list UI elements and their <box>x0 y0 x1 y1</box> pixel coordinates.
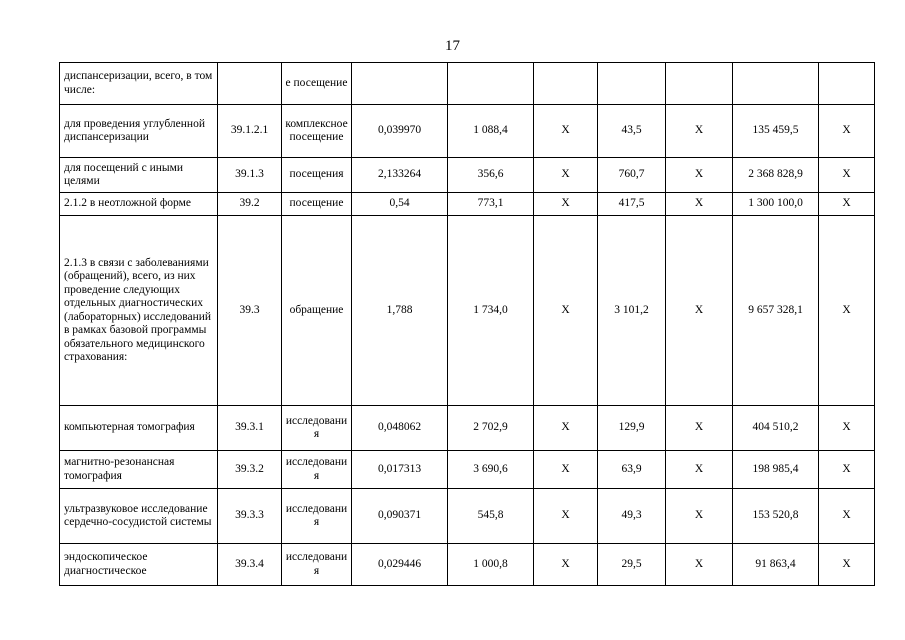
row-name: для посещений с иными целями <box>60 158 218 193</box>
row-value-4: 63,9 <box>598 451 666 489</box>
data-table <box>59 62 875 586</box>
row-code: 39.2 <box>218 193 282 216</box>
row-value-3: X <box>534 193 598 216</box>
row-name: компьютерная томография <box>60 406 218 451</box>
row-value-5: X <box>666 406 733 451</box>
row-value-3 <box>534 63 598 105</box>
row-code: 39.3.3 <box>218 489 282 544</box>
table-row <box>60 451 875 489</box>
row-value-3: X <box>534 544 598 586</box>
row-value-5: X <box>666 216 733 406</box>
row-unit: исследования <box>282 489 352 544</box>
row-value-2: 356,6 <box>448 158 534 193</box>
row-name: 2.1.3 в связи с заболеваниями (обращений), всего, из них проведение следующих отдельных диагностических (лабораторных) исследований в рамках базовой программы обязательного медицинского страхования: <box>60 216 218 406</box>
row-unit: комплексное посещение <box>282 105 352 158</box>
row-value-1: 1,788 <box>352 216 448 406</box>
row-code: 39.3.2 <box>218 451 282 489</box>
row-value-6: 9 657 328,1 <box>733 216 819 406</box>
row-value-2: 1 734,0 <box>448 216 534 406</box>
row-value-7: X <box>819 406 875 451</box>
table-row <box>60 193 875 216</box>
row-value-2: 2 702,9 <box>448 406 534 451</box>
row-value-5: X <box>666 158 733 193</box>
row-value-5: X <box>666 193 733 216</box>
row-value-4: 29,5 <box>598 544 666 586</box>
row-unit: обращение <box>282 216 352 406</box>
row-value-5: X <box>666 544 733 586</box>
table-row <box>60 216 875 406</box>
row-name: 2.1.2 в неотложной форме <box>60 193 218 216</box>
row-value-5 <box>666 63 733 105</box>
row-value-7: X <box>819 158 875 193</box>
table-row <box>60 489 875 544</box>
row-value-1: 2,133264 <box>352 158 448 193</box>
table-row <box>60 63 875 105</box>
row-unit: исследования <box>282 406 352 451</box>
row-code: 39.3.4 <box>218 544 282 586</box>
row-value-5: X <box>666 489 733 544</box>
row-value-4: 760,7 <box>598 158 666 193</box>
row-unit: посещения <box>282 158 352 193</box>
row-value-4: 49,3 <box>598 489 666 544</box>
row-value-7: X <box>819 193 875 216</box>
row-value-3: X <box>534 451 598 489</box>
row-value-4: 417,5 <box>598 193 666 216</box>
row-value-1 <box>352 63 448 105</box>
row-value-3: X <box>534 489 598 544</box>
row-value-2: 1 000,8 <box>448 544 534 586</box>
row-name: для проведения углубленной диспансеризации <box>60 105 218 158</box>
table-row <box>60 544 875 586</box>
row-value-3: X <box>534 406 598 451</box>
page-number: 17 <box>445 38 460 54</box>
row-unit: е посещение <box>282 63 352 105</box>
row-value-7 <box>819 63 875 105</box>
row-value-1: 0,039970 <box>352 105 448 158</box>
row-value-7: X <box>819 105 875 158</box>
row-code: 39.1.3 <box>218 158 282 193</box>
row-value-1: 0,029446 <box>352 544 448 586</box>
row-name: диспансеризации, всего, в том числе: <box>60 63 218 105</box>
row-value-6 <box>733 63 819 105</box>
row-code: 39.1.2.1 <box>218 105 282 158</box>
row-value-5: X <box>666 105 733 158</box>
row-value-4: 129,9 <box>598 406 666 451</box>
row-unit: исследования <box>282 544 352 586</box>
row-value-6: 135 459,5 <box>733 105 819 158</box>
row-value-4: 43,5 <box>598 105 666 158</box>
row-name: магнитно-резонансная томография <box>60 451 218 489</box>
table-row <box>60 158 875 193</box>
row-value-2: 1 088,4 <box>448 105 534 158</box>
row-value-2: 3 690,6 <box>448 451 534 489</box>
row-value-3: X <box>534 216 598 406</box>
row-value-4: 3 101,2 <box>598 216 666 406</box>
row-value-2: 773,1 <box>448 193 534 216</box>
row-value-7: X <box>819 489 875 544</box>
row-value-1: 0,090371 <box>352 489 448 544</box>
row-value-6: 153 520,8 <box>733 489 819 544</box>
row-value-6: 2 368 828,9 <box>733 158 819 193</box>
row-value-6: 91 863,4 <box>733 544 819 586</box>
row-value-1: 0,048062 <box>352 406 448 451</box>
row-value-7: X <box>819 451 875 489</box>
row-code: 39.3 <box>218 216 282 406</box>
row-value-3: X <box>534 158 598 193</box>
table-row <box>60 406 875 451</box>
row-code <box>218 63 282 105</box>
row-name: эндоскопическое диагностическое <box>60 544 218 586</box>
row-value-6: 198 985,4 <box>733 451 819 489</box>
row-value-2: 545,8 <box>448 489 534 544</box>
row-value-4 <box>598 63 666 105</box>
row-code: 39.3.1 <box>218 406 282 451</box>
row-unit: посещение <box>282 193 352 216</box>
row-value-1: 0,54 <box>352 193 448 216</box>
row-value-3: X <box>534 105 598 158</box>
row-value-7: X <box>819 216 875 406</box>
row-value-6: 1 300 100,0 <box>733 193 819 216</box>
row-name: ультразвуковое исследование сердечно-сосудистой системы <box>60 489 218 544</box>
row-value-5: X <box>666 451 733 489</box>
row-value-1: 0,017313 <box>352 451 448 489</box>
row-value-7: X <box>819 544 875 586</box>
row-value-6: 404 510,2 <box>733 406 819 451</box>
row-value-2 <box>448 63 534 105</box>
row-unit: исследования <box>282 451 352 489</box>
table-row <box>60 105 875 158</box>
